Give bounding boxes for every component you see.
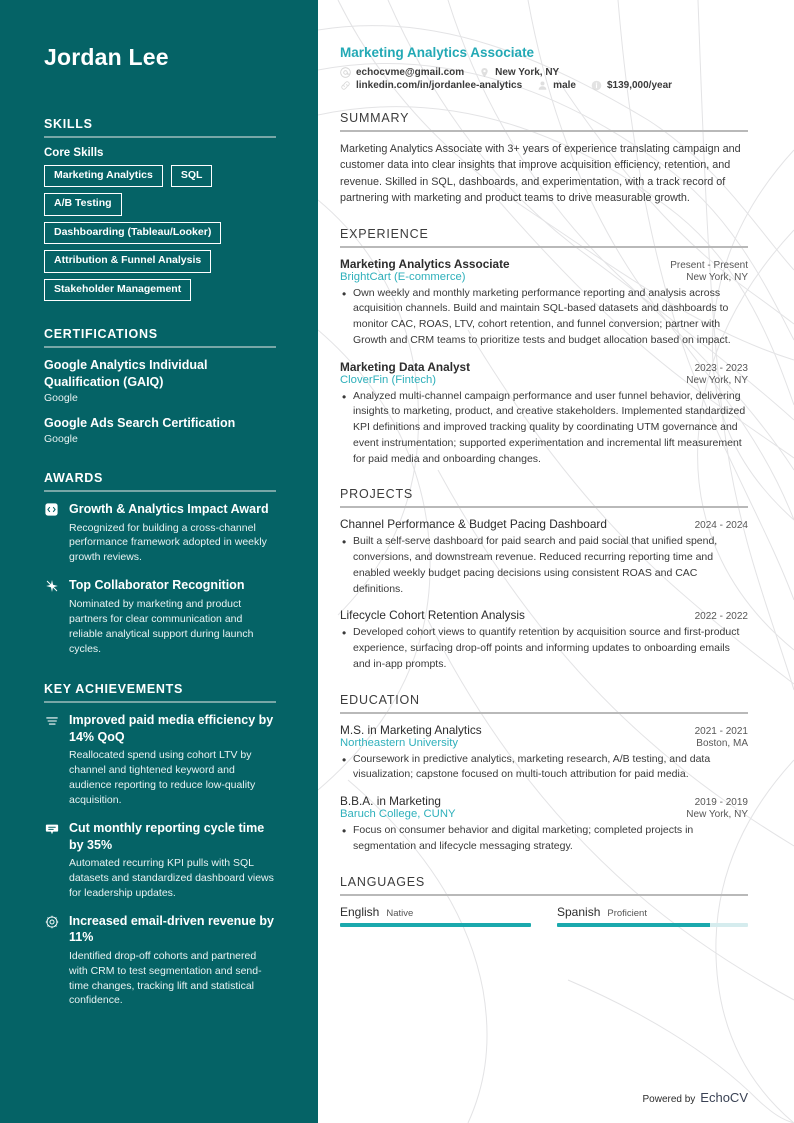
page-title: Jordan Lee: [44, 44, 169, 70]
skill-tag[interactable]: A/B Testing: [44, 193, 122, 216]
experience-bullets: [340, 389, 748, 468]
summary-text: Marketing Analytics Associate with 3+ years of experience translating campaign and customer data into clear insights that improve acquisition efficiency, retention, and revenue. Skilled in SQL, dashboards, and experimentation, with a track record of partnering with marketing and product teams to drive measurable growth.: [340, 143, 741, 205]
language-progress-fill: [557, 923, 710, 927]
gear-icon: [44, 913, 59, 1009]
sparkle-icon: [44, 577, 59, 656]
achievement-item: [44, 820, 276, 901]
section-summary: [340, 111, 748, 207]
contact-gender: [537, 80, 576, 91]
education-institution: Northeastern University: [340, 736, 459, 749]
education-location: Boston, MA: [696, 737, 748, 749]
certification-name: Google Analytics Individual Qualification (GAIQ): [44, 358, 208, 389]
footer-prefix: Powered by: [642, 1094, 696, 1105]
education-degree: M.S. in Marketing Analytics: [340, 722, 482, 737]
education-entry: [340, 794, 748, 855]
education-degree: B.B.A. in Marketing: [340, 794, 441, 809]
languages-heading: LANGUAGES: [340, 874, 426, 889]
section-certifications: [44, 327, 276, 445]
certification-issuer: Google: [44, 391, 78, 404]
divider: [340, 506, 748, 508]
project-title: Lifecycle Cohort Retention Analysis: [340, 608, 525, 623]
contact-salary-text: $139,000/year: [606, 80, 673, 91]
contact-email[interactable]: [340, 67, 464, 78]
award-title: Growth & Analytics Impact Award: [69, 502, 269, 517]
divider: [44, 136, 276, 138]
certifications-heading: CERTIFICATIONS: [44, 327, 158, 342]
certification-name: Google Ads Search Certification: [44, 415, 236, 430]
skills-heading: SKILLS: [44, 116, 93, 131]
bullet-item: • Coursework in predictive analytics, marketing research, A/B testing, and data visualization; capstone focused on multi-touch attribution for paid media.: [340, 752, 748, 784]
contact-row-2: [340, 80, 748, 91]
section-key-achievements: [44, 682, 276, 1008]
language-level: Native: [386, 907, 414, 919]
language-item: [557, 905, 748, 927]
divider: [340, 130, 748, 132]
contact-linkedin[interactable]: [340, 80, 522, 91]
experience-location: New York, NY: [686, 271, 748, 283]
project-bullets: [340, 534, 748, 597]
awards-heading: AWARDS: [44, 471, 104, 486]
divider: [44, 490, 276, 492]
achievement-item: [44, 712, 276, 808]
language-progress-fill: [340, 923, 531, 927]
language-progress-bar: [340, 923, 531, 927]
language-level: Proficient: [607, 907, 647, 919]
achievement-title: Increased email-driven revenue by 11%: [69, 913, 274, 945]
skill-tag[interactable]: Attribution & Funnel Analysis: [44, 250, 211, 273]
language-name: Spanish: [557, 904, 601, 919]
sidebar: [0, 0, 318, 1123]
education-institution: Baruch College, CUNY: [340, 808, 456, 821]
education-date: 2021 - 2021: [694, 725, 748, 737]
contact-salary: [591, 80, 672, 91]
achievement-description: Automated recurring KPI pulls with SQL datasets and standardized dashboard views for leadership updates.: [69, 857, 274, 899]
contact-email-text: echocvme@gmail.com: [356, 67, 465, 78]
section-projects: [340, 487, 748, 672]
contact-gender-text: male: [553, 80, 576, 91]
summary-heading: SUMMARY: [340, 111, 410, 125]
language-item: [340, 905, 531, 927]
section-languages: [340, 875, 748, 927]
certification-item: [44, 357, 276, 404]
achievement-description: Identified drop-off cohorts and partnered with CRM to test segmentation and send-time changes, tracking lift and statistical confidence.: [69, 949, 262, 1007]
project-bullets: [340, 625, 748, 672]
experience-bullets: [340, 286, 748, 349]
experience-date: Present - Present: [670, 259, 748, 271]
achievement-title: Cut monthly reporting cycle time by 35%: [69, 821, 265, 852]
experience-organization: CloverFin (Fintech): [340, 373, 437, 386]
achievement-item: [44, 913, 276, 1009]
certification-issuer: Google: [44, 433, 78, 446]
bullet-item: • Built a self-serve dashboard for paid search and paid social that unified spend, conversions, and downstream revenue. Reduced recurring reporting time and enabled weekly budget pacing decisions using consistent ROAS and CAC definitions.: [340, 534, 748, 597]
experience-date: 2023 - 2023: [694, 362, 748, 374]
education-entry: [340, 723, 748, 784]
projects-heading: PROJECTS: [340, 487, 414, 502]
experience-location: New York, NY: [686, 374, 748, 386]
education-bullets: [340, 823, 748, 855]
award-title: Top Collaborator Recognition: [69, 578, 245, 593]
experience-title: Marketing Data Analyst: [340, 359, 471, 374]
project-date: 2024 - 2024: [694, 520, 748, 532]
experience-title: Marketing Analytics Associate: [340, 256, 510, 271]
code-badge-icon: [44, 501, 59, 565]
bullet-item: • Focus on consumer behavior and digital marketing; completed projects in segmentation and lifecycle messaging strategy.: [340, 823, 748, 855]
divider: [44, 701, 276, 703]
project-entry: [340, 608, 748, 672]
footer: [642, 1090, 748, 1105]
contact-row-1: [340, 67, 748, 78]
link-icon: [340, 80, 351, 91]
award-item: [44, 501, 276, 565]
contact-linkedin-text: linkedin.com/in/jordanlee-analytics: [356, 80, 523, 91]
experience-heading: EXPERIENCE: [340, 226, 429, 241]
section-skills: [44, 117, 276, 302]
skill-tag-list: [44, 165, 276, 302]
location-pin-icon: [479, 67, 490, 78]
contact-location: [479, 67, 559, 78]
section-education: [340, 693, 748, 855]
project-entry: [340, 517, 748, 597]
education-location: New York, NY: [686, 809, 748, 821]
language-progress-bar: [557, 923, 748, 927]
divider: [340, 894, 748, 896]
email-icon: [340, 67, 351, 78]
section-awards: [44, 471, 276, 656]
divider: [340, 246, 748, 248]
footer-brand: EchoCV: [700, 1090, 748, 1105]
section-experience: [340, 227, 748, 468]
project-title: Channel Performance & Budget Pacing Dashboard: [340, 517, 607, 532]
experience-organization: BrightCart (E-commerce): [340, 270, 466, 283]
bullet-item: • Developed cohort views to quantify retention by acquisition source and first-product experience, surfacing drop-off points and informing updates to onboarding emails and in-app prompts.: [340, 625, 748, 672]
project-date: 2022 - 2022: [694, 611, 748, 623]
divider: [340, 712, 748, 714]
skills-group-label: Core Skills: [44, 146, 104, 159]
divider: [44, 346, 276, 348]
job-headline: Marketing Analytics Associate: [340, 45, 535, 60]
list-lines-icon: [44, 712, 59, 808]
award-description: Nominated by marketing and product partners for clear communication and reliable analytical support during launch cycles.: [69, 597, 254, 655]
bullet-item: • Own weekly and monthly marketing performance reporting and analysis across acquisition channels. Build and maintain SQL-based datasets and dashboards to monitor CAC, ROAS, LTV, cohort retention, and funnel conversion; partner with Growth and CRM teams to prioritize tests and budget allocation based on impact.: [340, 286, 748, 349]
achievement-description: Reallocated spend using cohort LTV by channel and tightened keyword and audience reporting to reduce low-quality acquisition.: [69, 749, 256, 807]
education-heading: EDUCATION: [340, 692, 420, 707]
contact-location-text: New York, NY: [495, 67, 560, 78]
achievement-title: Improved paid media efficiency by 14% QoQ: [69, 713, 274, 744]
info-icon: [591, 80, 602, 91]
main-content: [318, 0, 794, 1123]
education-bullets: [340, 752, 748, 784]
speech-bubble-icon: [44, 820, 59, 901]
experience-entry: [340, 360, 748, 468]
language-name: English: [340, 904, 380, 919]
bullet-item: • Analyzed multi-channel campaign performance and user funnel behavior, delivering insights to marketing, product, and creative stakeholders. Implemented standardized KPI definitions and improved tracking quality by coordinating UTM governance and event instrumentation; supported experimentation and incremental lift measurement for paid media and onboarding changes.: [340, 389, 748, 468]
skill-tag[interactable]: Dashboarding (Tableau/Looker): [44, 222, 221, 245]
skill-tag[interactable]: SQL: [171, 165, 213, 188]
education-date: 2019 - 2019: [694, 797, 748, 809]
award-description: Recognized for building a cross-channel performance framework adopted in weekly growth reviews.: [69, 521, 267, 564]
person-icon: [537, 80, 548, 91]
key-achievements-heading: KEY ACHIEVEMENTS: [44, 682, 184, 697]
skill-tag[interactable]: Stakeholder Management: [44, 279, 191, 302]
award-item: [44, 577, 276, 656]
skill-tag[interactable]: Marketing Analytics: [44, 165, 163, 188]
certification-item: [44, 415, 276, 445]
experience-entry: [340, 257, 748, 349]
